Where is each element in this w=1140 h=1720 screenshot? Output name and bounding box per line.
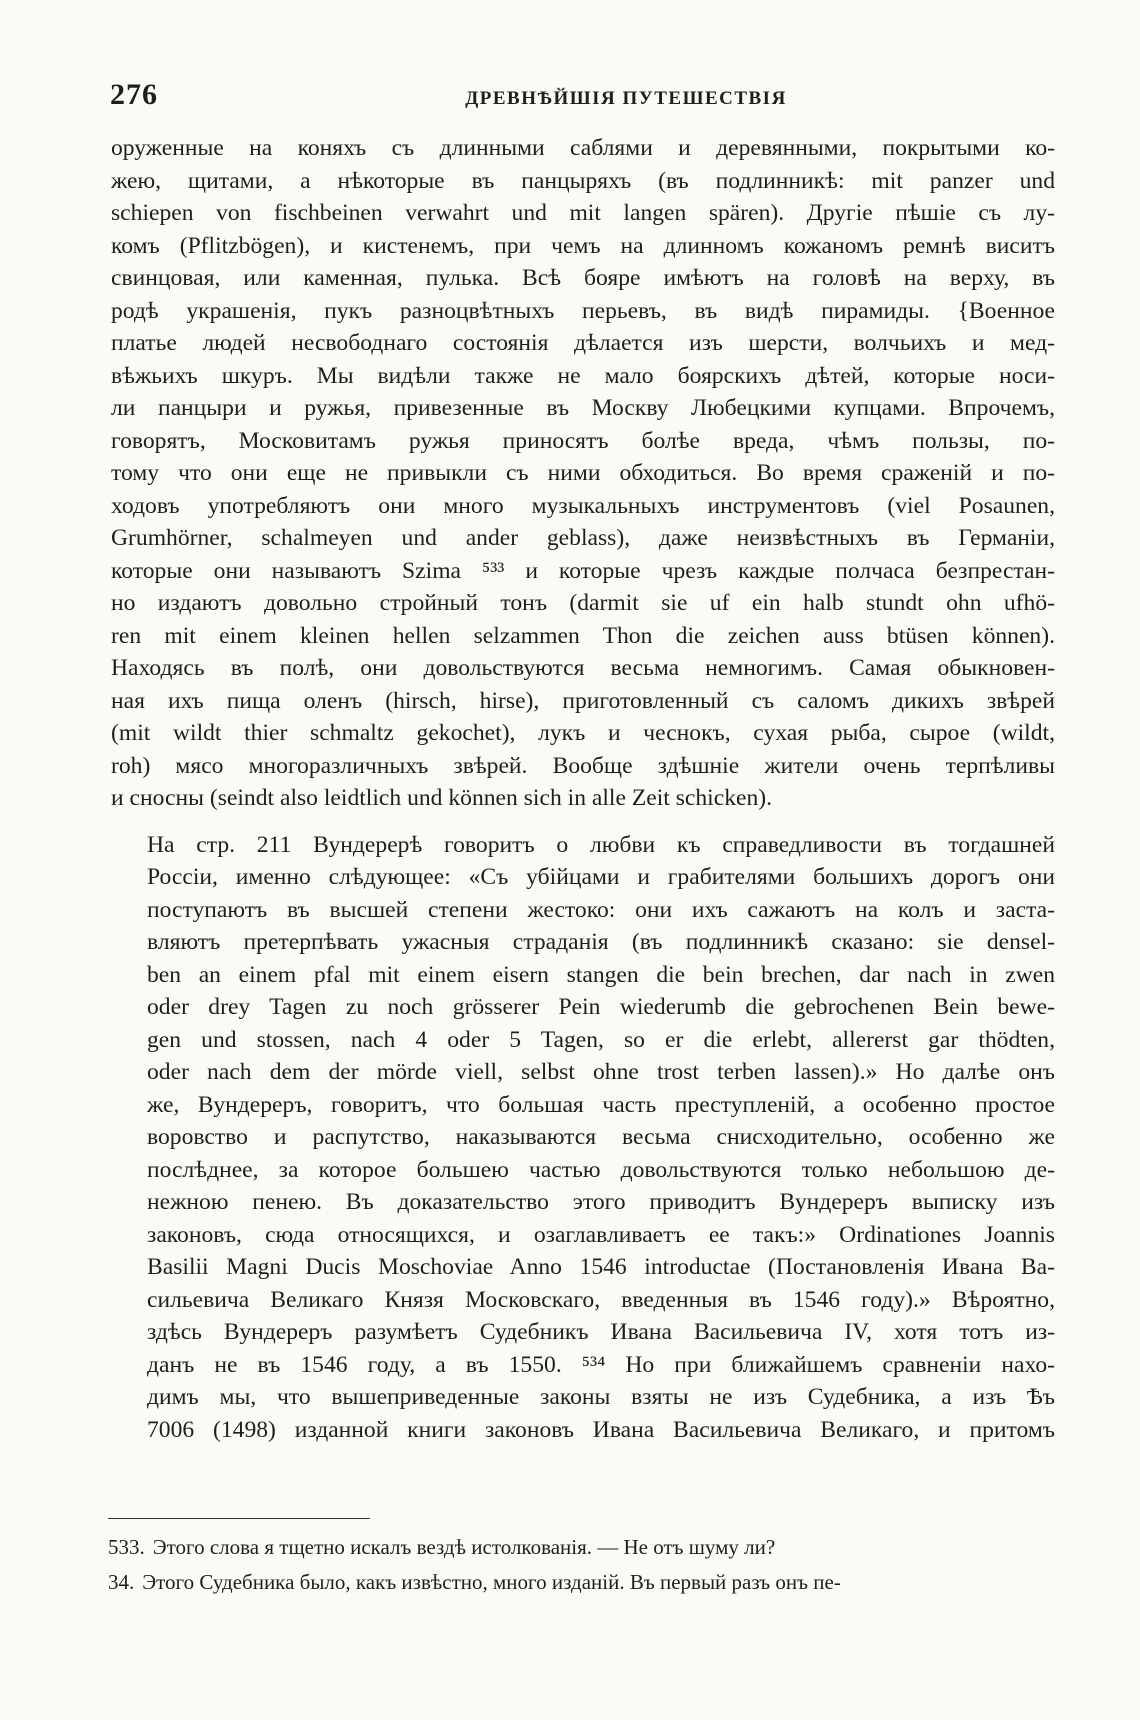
text-line: данъ не въ 1546 году, а въ 1550. ⁵³⁴ Но при ближайшемъ сравненіи нахо- [147, 1351, 1055, 1378]
text-line: комъ (Pflitzbögen), и кистенемъ, при чемъ на длинномъ кожаномъ ремнѣ виситъ [111, 232, 1055, 259]
text-line: которые они называютъ Szima ⁵³³ и которые чрезъ каждые полчаса безпрестан- [111, 557, 1055, 584]
text-line: Basilii Magni Ducis Moschoviae Anno 1546 introductae (Постановленія Ивана Ва- [147, 1254, 1055, 1280]
text-line: тому что они еще не привыкли съ ними обходиться. Во время сраженій и по- [111, 460, 1055, 486]
text-line: 7006 (1498) изданной книги законовъ Ивана Васильевича Великаго, и притомъ [147, 1416, 1055, 1443]
text-line: жею, щитами, а нѣкоторые въ панцыряхъ (въ подлинникѣ: mit panzer und [111, 167, 1055, 194]
footnote-533 [108, 1530, 1058, 1565]
text-line: schiepen von fischbeinen verwahrt und mit langen spären). Другіе пѣшіе съ лу- [111, 200, 1055, 226]
text-line: Grumhörner, schalmeyen und ander geblass), даже неизвѣстныхъ въ Германіи, [111, 525, 1055, 551]
text-line: ren mit einem kleinen hellen selzammen Thon die zeichen auss btüsen können). [111, 622, 1055, 649]
text-line: (mit wildt thier schmaltz gekochet), лукъ и чеснокъ, сухая рыба, сырое (wildt, [111, 720, 1055, 746]
text-line: ходовъ употребляютъ они много музыкальныхъ инструментовъ (viel Posaunen, [111, 492, 1055, 519]
running-title: ДРЕВНѢЙШІЯ ПУТЕШЕСТВІЯ [465, 88, 787, 109]
text-line: здѣсь Вундереръ разумѣетъ Судебникъ Ивана Васильевича IV, хотя тотъ из- [147, 1319, 1055, 1345]
text-line: же, Вундереръ, говоритъ, что большая часть преступленій, а особенно простое [147, 1091, 1055, 1118]
text-line: oder drey Tagen zu noch grösserer Pein wiederumb die gebrochenen Bein bewe- [147, 994, 1055, 1020]
text-line: gen und stossen, nach 4 oder 5 Tagen, so er die erlebt, allererst gar thödten, [147, 1026, 1055, 1053]
text-line: На стр. 211 Вундерерѣ говоритъ о любви къ справедливости въ тогдашней [147, 831, 1055, 858]
main-text [111, 132, 1055, 1446]
text-line: димъ мы, что вышеприведенные законы взяты не изъ Судебника, а изъ Ѣъ [147, 1384, 1055, 1410]
page-number: 276 [110, 78, 158, 111]
text-line: ная ихъ пища оленъ (hirsch, hirse), приготовленный съ саломъ дикихъ звѣрей [111, 687, 1055, 714]
footnote-divider [108, 1518, 370, 1519]
text-line: вляютъ претерпѣвать ужасныя страданія (въ подлинникѣ сказано: sie densel- [147, 929, 1055, 955]
text-line: oder nach dem der mörde viell, selbst ohne trost terben lassen).» Но далѣе онъ [147, 1059, 1055, 1085]
paragraph-1 [111, 132, 1055, 815]
paragraph-2 [111, 829, 1055, 1447]
text-line: и сносны (seindt also leidtlich und können sich in alle Zeit schicken). [111, 785, 773, 811]
text-line: сильевича Великаго Князя Московскаго, введенныя въ 1546 году).» Вѣроятно, [147, 1286, 1055, 1313]
text-line: родѣ украшенія, пукъ разноцвѣтныхъ перьевъ, въ видѣ пирамиды. {Военное [111, 297, 1055, 324]
text-line: говорятъ, Московитамъ ружья приносятъ болѣе вреда, чѣмъ пользы, по- [111, 427, 1055, 454]
text-line: ben an einem pfal mit einem eisern stangen die bein brechen, dar nach in zwen [147, 961, 1055, 988]
text-line: Россіи, именно слѣдующее: «Съ убійцами и грабителями большихъ дорогъ они [147, 864, 1055, 890]
text-line: вѣжьихъ шкуръ. Мы видѣли также не мало боярскихъ дѣтей, которые носи- [111, 362, 1055, 389]
footnote-534 [108, 1565, 1058, 1600]
text-line: поступаютъ въ высшей степени жестоко: они ихъ сажаютъ на колъ и заста- [147, 896, 1055, 923]
text-line: платье людей несвободнаго состоянія дѣлается изъ шерсти, волчьихъ и мед- [111, 330, 1055, 356]
text-line: свинцовая, или каменная, пулька. Всѣ бояре имѣютъ на головѣ на верху, въ [111, 265, 1055, 291]
text-line: roh) мясо многоразличныхъ звѣрей. Вообще здѣшніе жители очень терпѣливы [111, 752, 1055, 779]
text-line: но издаютъ довольно стройный тонъ (darmit sie uf ein halb stundt ohn ufhö- [111, 590, 1055, 616]
footnote-number: 533. [108, 1535, 145, 1559]
text-line: законовъ, сюда относящихся, и озаглавливаетъ ее такъ:» Ordinationes Joannis [147, 1221, 1055, 1248]
footnote-number: 34. [108, 1570, 135, 1594]
text-line: оруженные на коняхъ съ длинными саблями и деревянными, покрытыми ко- [111, 135, 1055, 161]
text-line: послѣднее, за которое большею частью довольствуются только небольшою де- [147, 1156, 1055, 1183]
text-line: Находясь въ полѣ, они довольствуются весьма немногимъ. Самая обыкновен- [111, 655, 1055, 681]
text-line: ли панцыри и ружья, привезенные въ Москву Любецкими купцами. Впрочемъ, [111, 395, 1055, 421]
footnote-text: Этого Судебника было, какъ извѣстно, много изданій. Въ первый разъ онъ пе- [142, 1570, 841, 1594]
text-line: нежною пенею. Въ доказательство этого приводитъ Вундереръ выписку изъ [147, 1189, 1055, 1215]
footnotes [108, 1530, 1058, 1600]
running-head [106, 78, 1056, 114]
footnote-text: Этого слова я тщетно искалъ вездѣ истолкованія. — Не отъ шуму ли? [152, 1535, 776, 1559]
text-line: воровство и распутство, наказываются весьма снисходительно, особенно же [147, 1124, 1055, 1150]
